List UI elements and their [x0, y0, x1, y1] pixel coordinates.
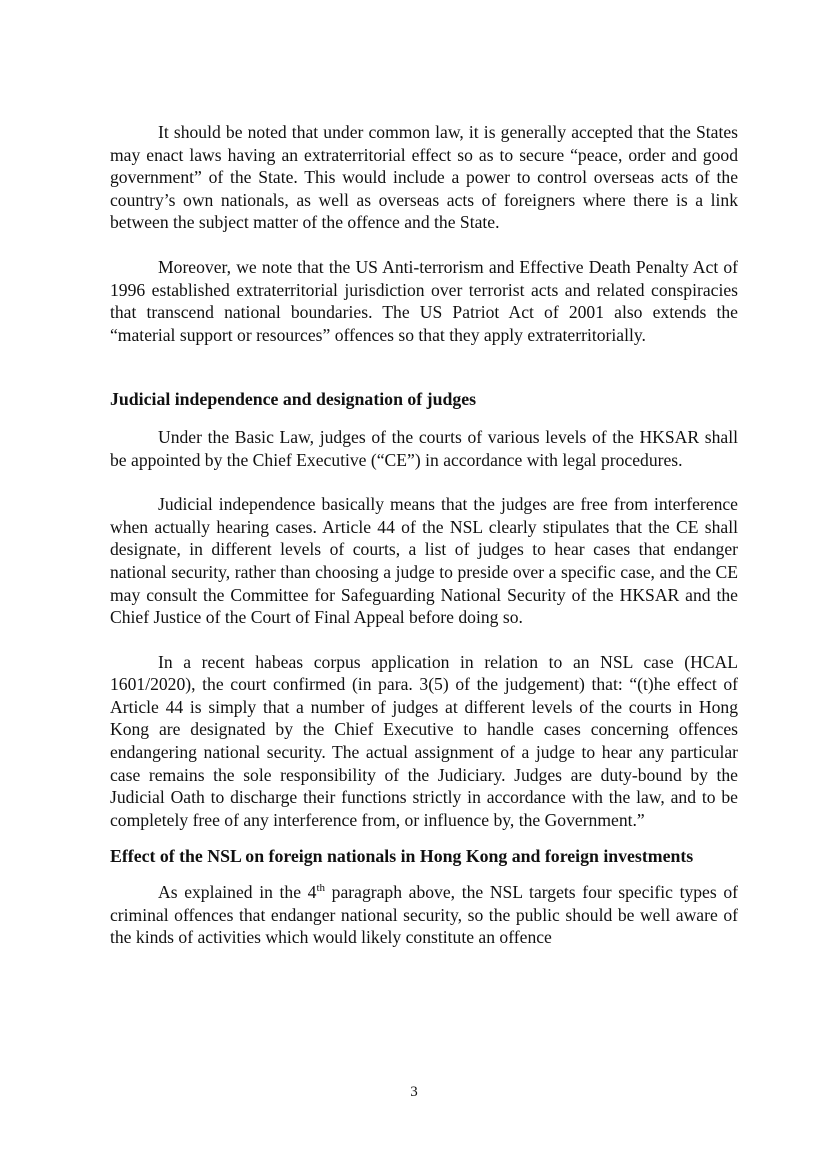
- paragraph-us-acts: Moreover, we note that the US Anti-terrorism and Effective Death Penalty Act of 1996 established extraterritorial jurisdiction over terrorist acts and related conspiracies that transcend national boundaries. The US Patriot Act of 2001 also extends the “material support or resources” offences so that they apply extraterritorially.: [110, 256, 738, 345]
- paragraph-nsl-offences: [110, 881, 738, 949]
- paragraph-nsl-offences-start: As explained in the 4: [158, 882, 317, 903]
- heading-foreign-nationals: Effect of the NSL on foreign nationals in Hong Kong and foreign investments: [110, 846, 694, 867]
- paragraph-habeas-corpus: In a recent habeas corpus application in relation to an NSL case (HCAL 1601/2020), the court confirmed (in para. 3(5) of the judgement) that: “(t)he effect of Article 44 is simply that a number of judges at different levels of the courts in Hong Kong are designated by the Chief Executive to handle cases concerning offences endangering national security. The actual assignment of a judge to hear any particular case remains the sole responsibility of the Judiciary. Judges are duty-bound by the Judicial Oath to discharge their functions strictly in accordance with the law, and to be completely free of any interference from, or influence by, the Government.”: [110, 651, 738, 830]
- ordinal-suffix: th: [316, 882, 326, 895]
- paragraph-basic-law: Under the Basic Law, judges of the courts of various levels of the HKSAR shall be appointed by the Chief Executive (“CE”) in accordance with legal procedures.: [110, 426, 738, 470]
- paragraph-common-law: It should be noted that under common law, it is generally accepted that the States may enact laws having an extraterritorial effect so as to secure “peace, order and good government” of the State. This would include a power to control overseas acts of the country’s own nationals, as well as overseas acts of foreigners where there is a link between the subject matter of the offence and the State.: [110, 122, 738, 233]
- page-body: [110, 121, 738, 949]
- heading-judicial-independence: Judicial independence and designation of judges: [110, 389, 477, 410]
- page-number: 3: [410, 1084, 418, 1100]
- paragraph-nsl-offences-rest: paragraph above, the NSL targets four specific types of criminal offences that endanger national security, so the public should be well aware of the kinds of activities which would likely constitute an offence: [110, 882, 739, 948]
- paragraph-judicial-independence: Judicial independence basically means that the judges are free from interference when actually hearing cases. Article 44 of the NSL clearly stipulates that the CE shall designate, in different levels of courts, a list of judges to hear cases that endanger national security, rather than choosing a judge to preside over a specific case, and the CE may consult the Committee for Safeguarding National Security of the HKSAR and the Chief Justice of the Court of Final Appeal before doing so.: [110, 494, 738, 628]
